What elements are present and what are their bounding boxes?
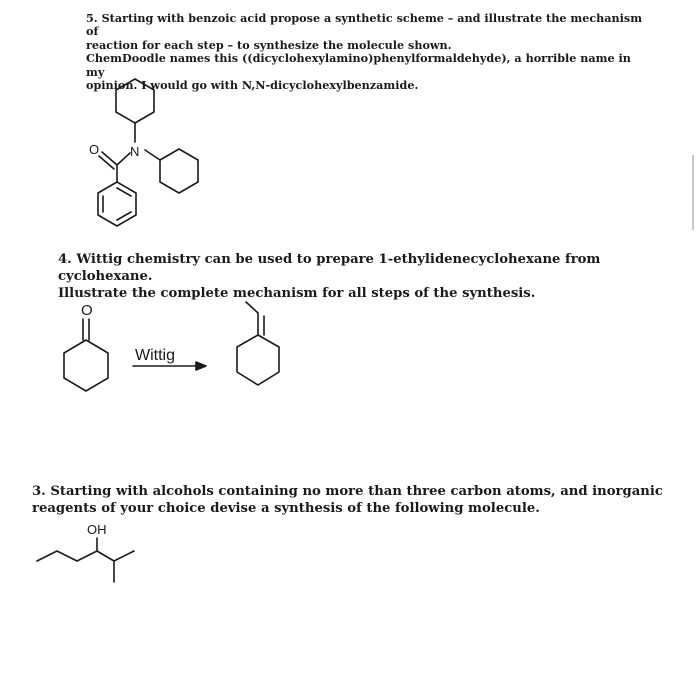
q5-line-4: opinion. I would go with N,N-dicyclohexylbenzamide.: [86, 78, 419, 93]
carbon-skeleton-chain: [37, 551, 134, 561]
q5-line-1: 5. Starting with benzoic acid propose a synthetic scheme – and illustrate the mechanism of: [86, 11, 643, 39]
q3-line-2: reagents of your choice devise a synthesis of the following molecule.: [32, 501, 540, 516]
nitrogen-atom-label: N: [130, 144, 140, 159]
q5-line-2: reaction for each step – to synthesize the molecule shown.: [86, 37, 452, 52]
wittig-arrow-label: Wittig: [135, 347, 175, 364]
q4-line-2: Illustrate the complete mechanism for all steps of the synthesis.: [58, 286, 536, 301]
scrollbar[interactable]: [692, 155, 694, 230]
ketone-oxygen-label: O: [81, 302, 93, 319]
hydroxyl-group-label: OH: [87, 522, 107, 537]
oxygen-atom-label: O: [89, 142, 100, 157]
q5-line-3: ChemDoodle names this ((dicyclohexylamino)phenylformaldehyde), a horrible name in my: [86, 51, 631, 79]
q4-line-1: 4. Wittig chemistry can be used to prepare 1-ethylidenecyclohexane from cyclohexane.: [58, 252, 601, 284]
q3-line-1: 3. Starting with alcohols containing no more than three carbon atoms, and inorganic: [32, 484, 663, 499]
